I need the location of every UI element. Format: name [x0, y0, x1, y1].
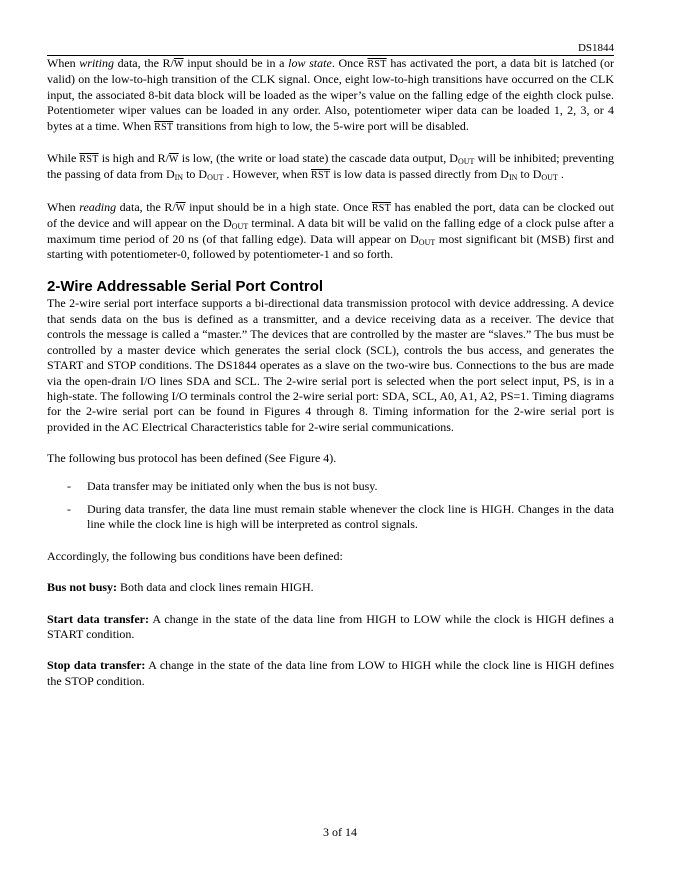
- cascade-paragraph: While $\overline{RST}$ is high and $R/\overline{W}$ is low, (the write or load state) the cascade data output, $D_{OUT}$ will be inhibited; preventing the passing of data from $D_{IN}$ to $D_{OUT}$ . However, when $\overline{RST}$ is low data is passed directly from $D_{IN}$ to $D_{OUT}$ .: [47, 151, 614, 183]
- write-bar-signal: $\overline{W}$: [175, 202, 186, 214]
- protocol-list: [47, 479, 614, 533]
- conditions-intro: Accordingly, the following bus conditions have been defined:: [47, 548, 343, 563]
- page-content: [47, 56, 614, 689]
- protocol-intro: The following bus protocol has been defined (See Figure 4).: [47, 451, 337, 466]
- condition-start: Start data transfer: A change in the state of the data line from HIGH to LOW while the clock is HIGH defines a START condition.: [47, 611, 614, 641]
- list-item: - During data transfer, the data line must remain stable whenever the clock line is HIGH. Changes in the data line while the clock line is high will be interpreted as control signals.: [67, 501, 614, 532]
- section-heading: 2-Wire Addressable Serial Port Control: [47, 278, 324, 296]
- rst-signal: $\overline{RST}$: [371, 202, 392, 214]
- writing-paragraph: When writing data, the $R/\overline{W}$ input should be in a low state. Once $\overline{RST}$ has activated the port, a data bit is latched (or valid) on the low-to-high transition of the CLK signal. Once, eight low-to-high transitions have occurred on the CLK input, the associated 8-bit data block will be loaded as the wiper’s value on the falling edge of the eighth clock pulse. Potentiometer wiper values can be loaded in any order. Also, potentiometer wiper data can be loaded 1, 2, 3, or 4 bytes at a time. When $\overline{RST}$ transitions from high to low, the 5-wire port will be disabled.: [47, 56, 614, 133]
- section-body: The 2-wire serial port interface supports a bi-directional data transmission protocol with device addressing. A device that sends data on the bus is defined as a transmitter, and a device receiving data as a receiver. The device that controls the message is called a “master.” The devices that are controlled by the master are “slaves.” The bus must be controlled by a master device which generates the serial clock (SCL), controls the bus access, and generates the START and STOP conditions. The DS1844 operates as a slave on the two-wire bus. Connections to the bus are made via the open-drain I/O lines SDA and SCL. The 2-wire serial port is selected when the port select input, PS, is in a high-state. The following I/O terminals control the 2-wire serial port: SDA, SCL, A0, A1, A2, PS=1. Timing diagrams for the 2-wire serial port can be found in Figures 4 through 8. Timing information for the 2-wire serial port is provided in the AC Electrical Characteristics table for 2-wire serial communications.: [47, 296, 614, 434]
- rst-signal: $\overline{RST}$: [311, 170, 331, 182]
- condition-stop: Stop data transfer: A change in the state of the data line from LOW to HIGH while the clock line is HIGH defines the STOP condition.: [47, 658, 614, 688]
- write-bar-signal: $\overline{W}$: [168, 154, 179, 166]
- rst-signal: $\overline{RST}$: [79, 154, 99, 166]
- rst-signal: $\overline{RST}$: [367, 59, 387, 70]
- list-item: - Data transfer may be initiated only when the bus is not busy.: [67, 478, 378, 493]
- rst-signal: $\overline{RST}$: [154, 121, 174, 133]
- write-bar-signal: $\overline{W}$: [173, 59, 184, 70]
- page-number: 3 of 14: [323, 825, 357, 839]
- reading-paragraph: When reading data, the $R/\overline{W}$ input should be in a high state. Once $\overline{RST}$ has enabled the port, data can be clocked out of the device and will appear on the $D_{OUT}$ terminal. A data bit will be valid on the falling edge of a clock pulse after a maximum time period of 20 ns (of that falling edge). Data will appear on $D_{OUT}$ most significant bit (MSB) first and starting with potentiometer-0, followed by potentiometer-1 and so forth.: [47, 199, 615, 262]
- document-id: DS1844: [577, 42, 614, 54]
- condition-bus-not-busy: Bus not busy: Both data and clock lines remain HIGH.: [47, 580, 314, 595]
